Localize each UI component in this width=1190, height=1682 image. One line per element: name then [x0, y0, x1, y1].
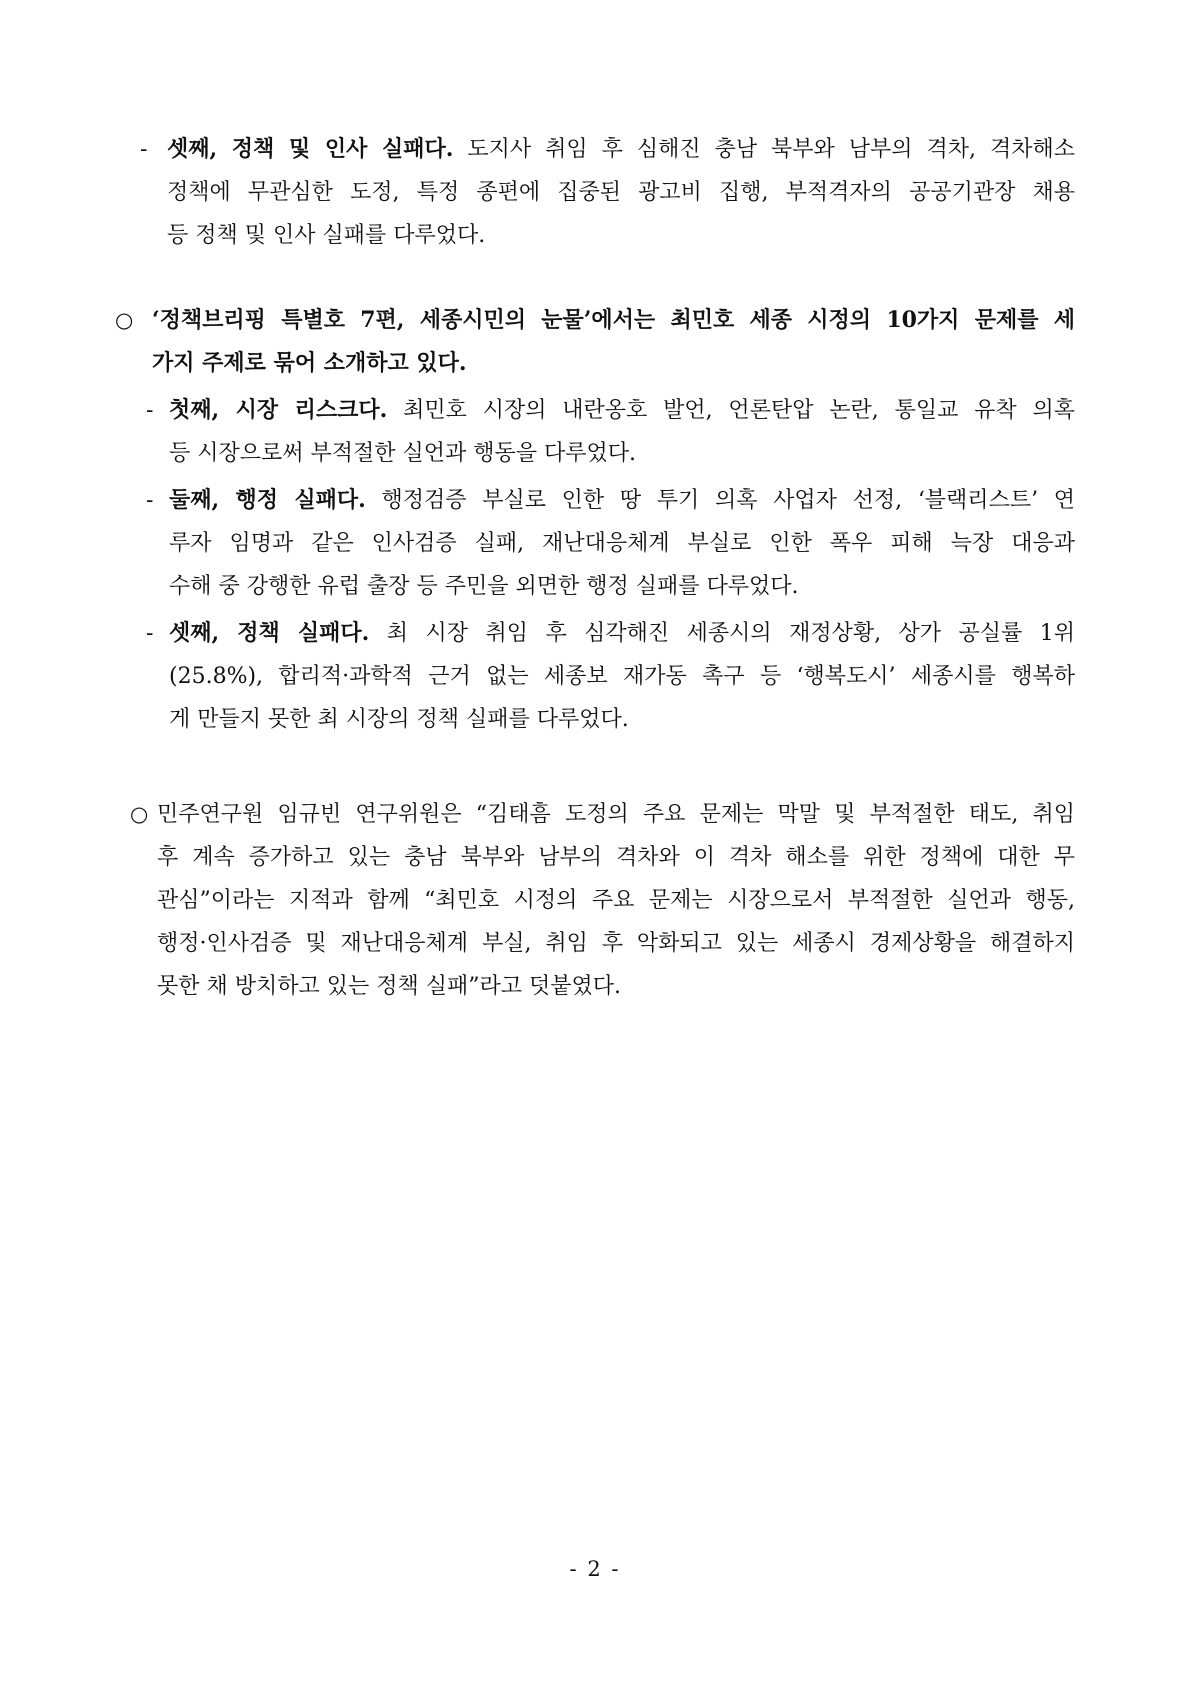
bold-text-segment: 셋째, 정책 실패다. — [169, 620, 370, 646]
text-segment: 최 시장 취임 후 심각해진 세종시의 재정상황, 상가 공실률 1위 — [369, 621, 1075, 646]
text-line — [157, 793, 1075, 836]
text-segment: 등 시장으로써 부적절한 실언과 행동을 다루었다. — [169, 441, 637, 466]
text-segment: 최민호 시장의 내란옹호 발언, 언론탄압 논란, 통일교 유착 의혹 — [387, 398, 1075, 423]
text-line — [152, 299, 1075, 342]
paragraph-text — [169, 479, 1075, 608]
text-segment: 못한 채 방치하고 있는 정책 실패”라고 덧붙였다. — [157, 974, 621, 999]
page-number: - 2 - — [569, 1557, 621, 1581]
text-line — [169, 432, 1075, 475]
text-segment: (25.8%), 합리적·과학적 근거 없는 세종보 재가동 촉구 등 ‘행복도시’ 세종시를 행복하 — [169, 664, 1075, 689]
text-segment: 후 계속 증가하고 있는 충남 북부와 남부의 격차와 이 격차 해소를 위한 정책에 대한 무 — [157, 845, 1075, 870]
text-line — [157, 836, 1075, 879]
paragraph-text — [169, 389, 1075, 475]
paragraph — [146, 479, 1075, 608]
text-line — [169, 565, 1075, 608]
text-line — [167, 128, 1075, 171]
text-segment: 등 정책 및 인사 실패를 다루었다. — [167, 223, 486, 248]
text-line — [157, 922, 1075, 965]
text-segment: 게 만들지 못한 최 시장의 정책 실패를 다루었다. — [169, 707, 629, 732]
text-line — [169, 655, 1075, 698]
paragraph-text — [157, 793, 1075, 1008]
text-line — [157, 879, 1075, 922]
text-segment: 정책에 무관심한 도정, 특정 종편에 집중된 광고비 집행, 부적격자의 공공기관장 채용 — [167, 180, 1075, 205]
bold-text-segment: 둘째, 행정 실패다. — [169, 487, 366, 513]
text-line — [169, 522, 1075, 565]
text-line — [167, 171, 1075, 214]
paragraph — [115, 299, 1075, 385]
dash-bullet-icon: - — [146, 398, 154, 423]
paragraph — [146, 389, 1075, 475]
paragraph-text — [169, 612, 1075, 741]
paragraph-text — [152, 299, 1075, 385]
text-line — [169, 479, 1075, 522]
bold-text-segment: 첫째, 시장 리스크다. — [169, 397, 388, 423]
text-segment: 루자 임명과 같은 인사검증 실패, 재난대응체계 부실로 인한 폭우 피해 늑장 대응과 — [169, 531, 1075, 556]
dash-bullet-icon: - — [146, 488, 154, 513]
circle-bullet-icon: ○ — [130, 802, 149, 826]
text-segment: 도지사 취임 후 심해진 충남 북부와 남부의 격차, 격차해소 — [453, 137, 1075, 162]
bold-text-segment: ‘정책브리핑 특별호 7편, 세종시민의 눈물’에서는 최민호 세종 시정의 10가지 문제를 세 — [152, 307, 1075, 333]
text-segment: 행정검증 부실로 인한 땅 투기 의혹 사업자 선정, ‘블랙리스트’ 연 — [365, 488, 1076, 513]
text-segment: 민주연구원 임규빈 연구위원은 “김태흠 도정의 주요 문제는 막말 및 부적절한 태도, 취임 — [157, 802, 1075, 827]
bold-text-segment: 가지 주제로 묶어 소개하고 있다. — [152, 350, 467, 376]
paragraph-text — [167, 128, 1075, 257]
text-line — [157, 965, 1075, 1008]
text-line — [169, 698, 1075, 741]
paragraph — [140, 128, 1075, 257]
text-line — [152, 342, 1075, 385]
paragraph — [130, 793, 1075, 1008]
circle-bullet-icon: ○ — [115, 308, 134, 332]
dash-bullet-icon: - — [146, 621, 154, 646]
paragraph — [146, 612, 1075, 741]
dash-bullet-icon: - — [140, 137, 148, 162]
text-line — [167, 214, 1075, 257]
text-segment: 수해 중 강행한 유럽 출장 등 주민을 외면한 행정 실패를 다루었다. — [169, 574, 799, 599]
text-line — [169, 612, 1075, 655]
text-line — [169, 389, 1075, 432]
text-segment: 행정·인사검증 및 재난대응체계 부실, 취임 후 악화되고 있는 세종시 경제상황을 해결하지 — [157, 931, 1075, 956]
text-segment: 관심”이라는 지적과 함께 “최민호 시정의 주요 문제는 시장으로서 부적절한 실언과 행동, — [157, 888, 1075, 913]
bold-text-segment: 셋째, 정책 및 인사 실패다. — [167, 136, 454, 162]
